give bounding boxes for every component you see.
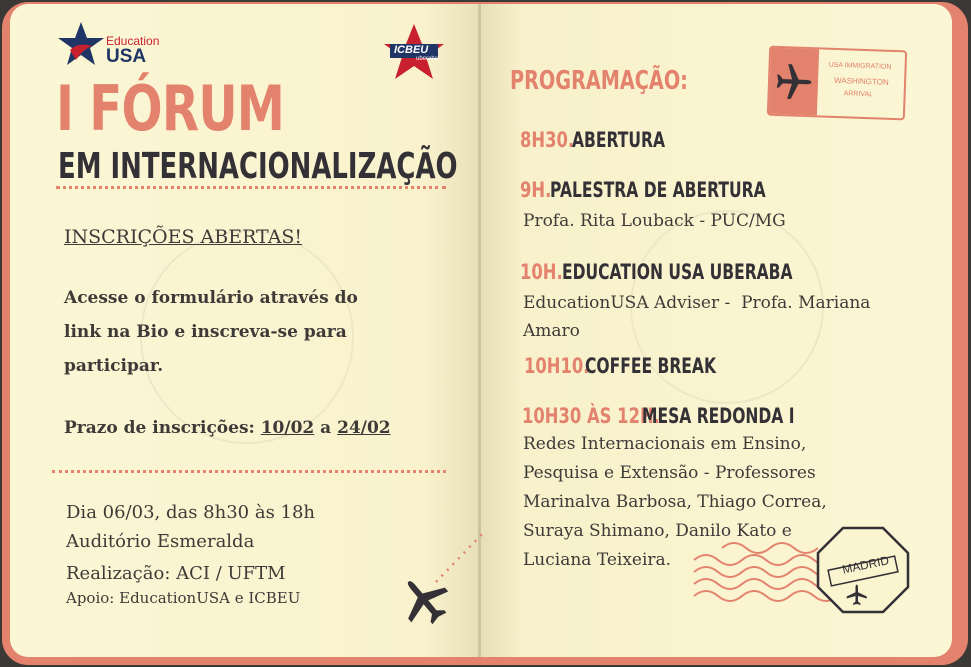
education-usa-logo bbox=[56, 20, 176, 70]
registration-heading: INSCRIÇÕES ABERTAS! bbox=[64, 226, 303, 248]
program-title: ABERTURA bbox=[572, 128, 665, 152]
madrid-label: MADRID bbox=[841, 553, 891, 577]
stamp-usa-line1: USA IMMIGRATION bbox=[828, 61, 892, 71]
event-support: Apoio: EducationUSA e ICBEU bbox=[66, 589, 301, 607]
event-date: Dia 06/03, das 8h30 às 18h bbox=[66, 502, 316, 523]
stamp-plane-block bbox=[769, 48, 819, 116]
program-time: 8H30. bbox=[520, 128, 575, 152]
program-title: COFFEE BREAK bbox=[585, 354, 716, 378]
star-icon bbox=[56, 20, 106, 68]
education-usa-line2: USA bbox=[106, 46, 147, 67]
program-description: Luciana Teixeira. bbox=[523, 550, 672, 570]
program-description: Pesquisa e Extensão - Professores bbox=[523, 463, 816, 483]
program-description: EducationUSA Adviser - Profa. Mariana bbox=[523, 293, 871, 313]
deadline-label: Prazo de inscrições: bbox=[64, 418, 255, 438]
registration-deadline bbox=[64, 418, 391, 438]
program-time: 10H10. bbox=[524, 354, 590, 378]
madrid-stamp bbox=[815, 525, 911, 615]
title-line2: EM INTERNACIONALIZAÇÃO bbox=[58, 146, 458, 187]
title-line1: I FÓRUM bbox=[56, 72, 285, 145]
program-heading: PROGRAMAÇÃO: bbox=[510, 66, 688, 96]
education-usa-line1: Education bbox=[106, 34, 160, 48]
deadline-start: 10/02 bbox=[260, 418, 315, 438]
icbeu-logo bbox=[382, 22, 446, 82]
icbeu-sublabel: uberaba bbox=[416, 56, 439, 62]
deadline-end: 24/02 bbox=[337, 418, 391, 438]
program-time: 9H. bbox=[520, 178, 552, 202]
program-description: Profa. Rita Louback - PUC/MG bbox=[523, 211, 786, 231]
usa-immigration-stamp bbox=[767, 46, 907, 121]
divider-bottom bbox=[52, 470, 446, 473]
deadline-separator: a bbox=[320, 418, 332, 438]
program-description: Marinalva Barbosa, Thiago Correa, bbox=[523, 492, 827, 512]
program-title: PALESTRA DE ABERTURA bbox=[550, 178, 766, 202]
icbeu-label: ICBEU bbox=[394, 44, 429, 56]
program-description: Redes Internacionais em Ensino, bbox=[523, 434, 807, 454]
divider-top bbox=[56, 186, 446, 189]
registration-text-1: Acesse o formulário através do bbox=[64, 288, 358, 308]
registration-text-3: participar. bbox=[64, 356, 164, 376]
event-organizer: Realização: ACI / UFTM bbox=[66, 563, 286, 584]
program-time: 10H. bbox=[520, 260, 563, 284]
program-title: EDUCATION USA UBERABA bbox=[562, 260, 793, 284]
program-time: 10H30 ÀS 12H. bbox=[522, 404, 660, 428]
program-description: Amaro bbox=[523, 321, 580, 341]
airplane-icon bbox=[396, 572, 452, 628]
event-venue: Auditório Esmeralda bbox=[66, 531, 255, 552]
program-description: Suraya Shimano, Danilo Kato e bbox=[523, 521, 792, 541]
program-title: MESA REDONDA I bbox=[642, 404, 795, 428]
registration-text-2: link na Bio e inscreva-se para bbox=[64, 322, 347, 342]
stamp-usa-line3: ARRIVAL bbox=[843, 90, 874, 99]
airplane-icon bbox=[769, 48, 819, 116]
stamp-usa-line2: WASHINGTON bbox=[833, 75, 889, 87]
